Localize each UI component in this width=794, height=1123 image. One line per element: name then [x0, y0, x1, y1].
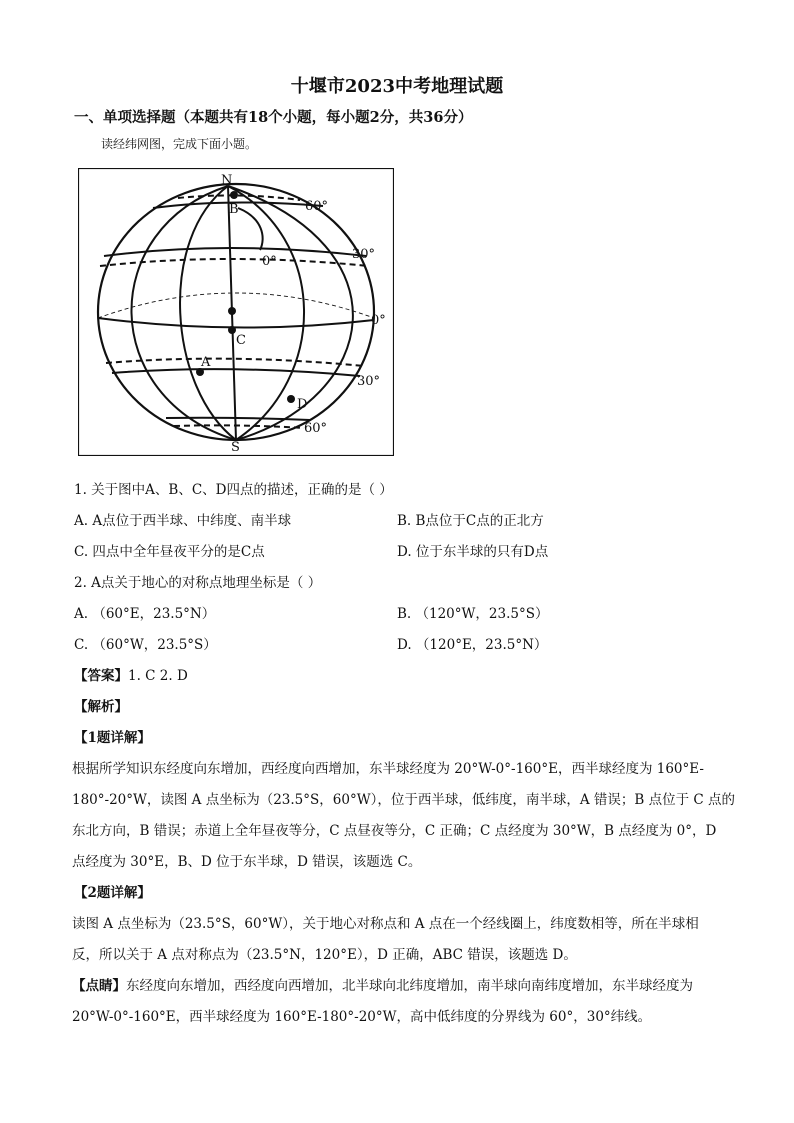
analysis-label: 【解析】: [74, 699, 128, 715]
detail2-line-1: 读图 A 点坐标为（23.5°S，60°W），关于地心对称点和 A 点在一个经线圈上，纬度数相等，所在半球相: [72, 916, 699, 932]
meridian-2: [180, 186, 236, 440]
detail1-label: 【1题详解】: [74, 730, 151, 746]
detail2-label: 【2题详解】: [74, 885, 151, 901]
north-label: N: [221, 173, 233, 188]
point-label-b: B: [229, 202, 239, 217]
q2-option-c: C. （60°W，23.5°S）: [74, 637, 217, 653]
globe-outline: [98, 184, 374, 440]
meridian-0-label: 0°: [262, 254, 277, 269]
detail1-line-2: 180°-20°W，读图 A 点坐标为（23.5°S，60°W），位于西半球，低纬度，南半球，A 错误；B 点位于 C 点的: [72, 792, 735, 808]
q2-option-b: B. （120°W，23.5°S）: [397, 606, 549, 622]
q1-stem: 1. 关于图中A、B、C、D四点的描述，正确的是（ ）: [74, 482, 393, 498]
point-label-d: D: [297, 397, 308, 412]
point-c-upper: [228, 307, 236, 315]
detail1-line-4: 点经度为 30°E，B、D 位于东半球，D 错误，该题选 C。: [72, 854, 422, 870]
parallel-60s-dashed: [174, 425, 304, 428]
answer-line: [74, 664, 188, 684]
lat-label-60n: 60°: [305, 199, 329, 214]
page-title: 十堰市2023中考地理试题: [290, 76, 504, 97]
point-label-c: C: [236, 333, 246, 348]
q1-option-b: B. B点位于C点的正北方: [397, 513, 544, 529]
section-heading: 一、单项选择题（本题共有18个小题，每小题2分，共36分）: [74, 109, 473, 126]
detail1-line-3: 东北方向，B 错误；赤道上全年昼夜等分，C 点昼夜等分，C 正确；C 点经度为 30°W，B 点经度为 0°，D: [72, 823, 717, 839]
tip-line-1: [72, 974, 693, 994]
tip-label: 【点睛】: [72, 978, 126, 994]
detail2-line-2: 反，所以关于 A 点对称点为（23.5°N，120°E），D 正确，ABC 错误，该题选 D。: [72, 947, 577, 963]
point-label-a: A: [201, 355, 211, 370]
answer-label: 【答案】: [74, 668, 128, 684]
point-b: [230, 191, 238, 199]
q1-option-c: C. 四点中全年昼夜平分的是C点: [74, 544, 265, 560]
lat-label-60s: 60°: [304, 421, 328, 436]
south-label: S: [231, 440, 240, 455]
q1-option-a: A. A点位于西半球、中纬度、南半球: [74, 513, 292, 529]
lat-label-30n: 30°: [352, 247, 376, 262]
tip-line-2: 20°W-0°-160°E，西半球经度为 160°E-180°-20°W，高中低纬度的分界线为 60°，30°纬线。: [72, 1009, 652, 1025]
tip-text-1: 东经度向东增加，西经度向西增加，北半球向北纬度增加，南半球向南纬度增加，东半球经度为: [126, 978, 693, 994]
question-intro: 读经纬网图，完成下面小题。: [101, 137, 258, 151]
q1-option-d: D. 位于东半球的只有D点: [397, 544, 549, 560]
equator-back: [98, 293, 374, 318]
answer-text: 1. C 2. D: [128, 668, 188, 684]
q2-option-a: A. （60°E，23.5°N）: [74, 606, 216, 622]
q2-stem: 2. A点关于地心的对称点地理坐标是（ ）: [74, 575, 322, 591]
lat-label-30s: 30°: [357, 374, 381, 389]
equator: [98, 318, 374, 328]
meridian-1: [131, 186, 236, 440]
point-c: [228, 326, 236, 334]
lat-label-0: 0°: [371, 313, 386, 328]
lat-long-grid-diagram: [78, 168, 394, 456]
point-d: [287, 395, 295, 403]
meridian-0-partial: [238, 208, 263, 250]
detail1-line-1: 根据所学知识东经度向东增加，西经度向西增加，东半球经度为 20°W-0°-160°E，西半球经度为 160°E-: [72, 761, 704, 777]
q2-option-d: D. （120°E，23.5°N）: [397, 637, 548, 653]
